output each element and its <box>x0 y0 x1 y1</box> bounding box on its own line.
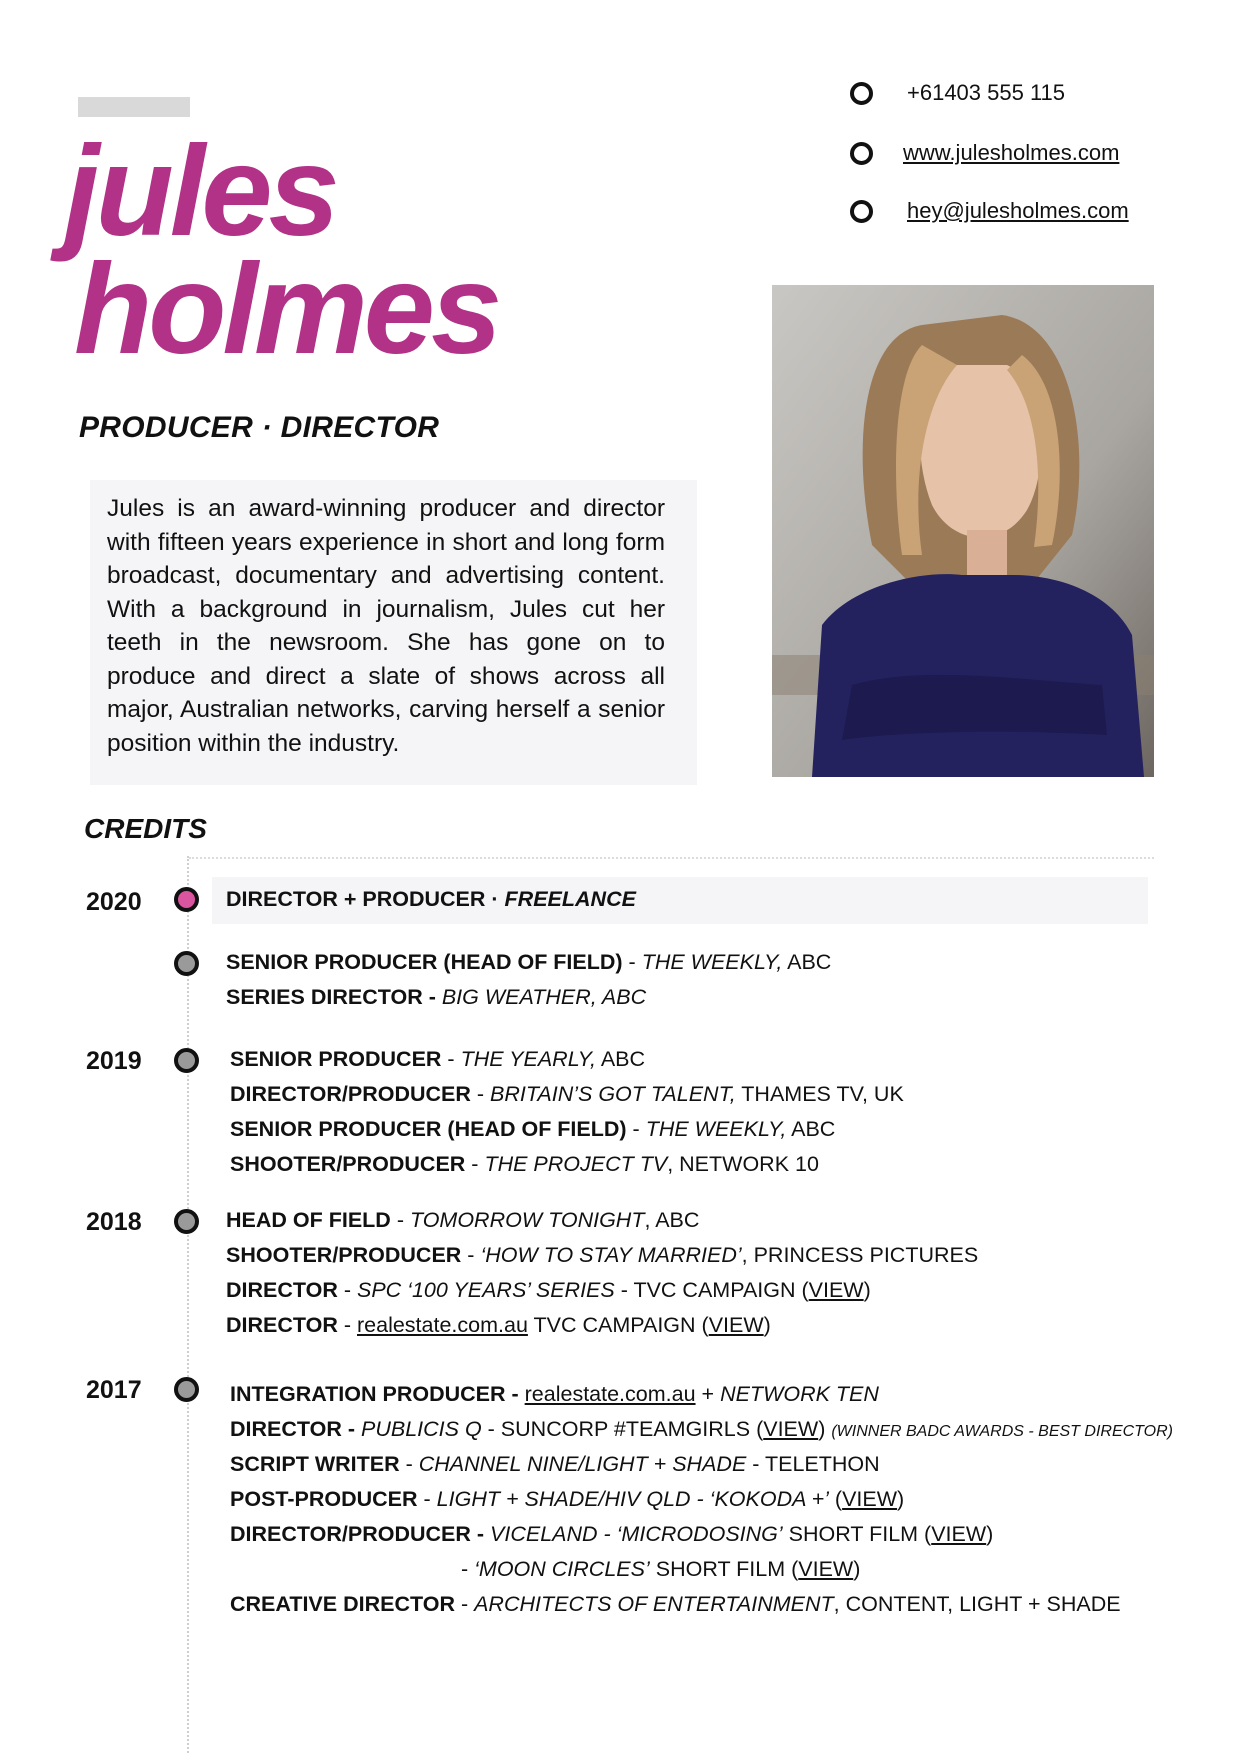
credit-role: DIRECTOR/PRODUCER - <box>230 1522 485 1546</box>
credit-show: LIGHT + SHADE/HIV QLD - ‘KOKODA +’ <box>436 1487 829 1511</box>
timeline-dot-2019 <box>174 1048 199 1073</box>
credit-show: PUBLICIS Q <box>355 1417 482 1441</box>
view-link[interactable]: VIEW <box>931 1522 987 1546</box>
credit-role: DIRECTOR/PRODUCER <box>230 1082 471 1106</box>
website-link[interactable]: www.julesholmes.com <box>903 140 1120 165</box>
year-2017: 2017 <box>86 1376 142 1404</box>
ring-bullet-icon <box>850 82 873 105</box>
credit-show: NETWORK TEN <box>720 1382 879 1406</box>
credit-show: ‘HOW TO STAY MARRIED’ <box>480 1243 742 1267</box>
bio-panel <box>90 480 697 785</box>
credit-role: INTEGRATION PRODUCER - <box>230 1382 519 1406</box>
credit-role: SENIOR PRODUCER (HEAD OF FIELD) <box>226 950 623 974</box>
credit-network: ABC <box>596 1047 646 1071</box>
credit-network: THAMES TV, UK <box>735 1082 904 1106</box>
credit-network: ABC <box>782 950 832 974</box>
credit-sep: - <box>417 1487 437 1511</box>
timeline-line <box>187 856 189 1753</box>
credit-2019-b <box>230 1077 904 1112</box>
role-title: PRODUCER · DIRECTOR <box>79 411 440 444</box>
credit-network: SHORT FILM ( <box>649 1557 799 1581</box>
credit-network: , NETWORK 10 <box>667 1152 819 1176</box>
portrait-photo <box>772 285 1154 777</box>
credit-show: VICELAND - ‘MICRODOSING’ <box>484 1522 783 1546</box>
credit-sep: - <box>441 1047 461 1071</box>
credit-show: ARCHITECTS OF ENTERTAINMENT <box>474 1592 834 1616</box>
credit-role: SHOOTER/PRODUCER <box>230 1152 466 1176</box>
paren-close: ) <box>818 1417 832 1441</box>
paren-close: ) <box>897 1487 905 1511</box>
credit-2017-a <box>230 1377 879 1412</box>
credit-role: SENIOR PRODUCER (HEAD OF FIELD) <box>230 1117 627 1141</box>
credit-show: TOMORROW TONIGHT <box>409 1208 645 1232</box>
view-link[interactable]: VIEW <box>842 1487 898 1511</box>
credit-2019-d <box>230 1147 819 1182</box>
credit-role: SHOOTER/PRODUCER <box>226 1243 462 1267</box>
credit-network: , PRINCESS PICTURES <box>741 1243 979 1267</box>
credit-2019-c <box>230 1112 835 1147</box>
credit-employer: FREELANCE <box>504 887 636 911</box>
realestate-link[interactable]: realestate.com.au <box>357 1313 528 1337</box>
credit-sep: - <box>465 1152 485 1176</box>
credit-2020-a <box>226 882 636 917</box>
credit-role: SCRIPT WRITER <box>230 1452 400 1476</box>
credit-2020-c <box>226 980 646 1015</box>
accent-bar <box>78 97 190 117</box>
phone-text: +61403 555 115 <box>907 80 1066 105</box>
last-name: holmes <box>74 238 499 381</box>
credit-sep: - <box>454 1592 475 1616</box>
credit-network: ( <box>828 1487 843 1511</box>
credit-network: ABC <box>786 1117 836 1141</box>
award-note: (WINNER BADC AWARDS - BEST DIRECTOR) <box>831 1423 1173 1440</box>
credit-2018-c <box>226 1273 871 1308</box>
credit-2017-f <box>461 1552 860 1587</box>
paren-close: ) <box>763 1313 771 1337</box>
timeline-dot-2020 <box>174 887 199 912</box>
ring-bullet-icon <box>850 200 873 223</box>
credit-network: , CONTENT, LIGHT + SHADE <box>833 1592 1121 1616</box>
credit-show: BRITAIN’S GOT TALENT, <box>490 1082 736 1106</box>
credit-network: - TELETHON <box>746 1452 880 1476</box>
credit-network: - SUNCORP #TEAMGIRLS ( <box>481 1417 764 1441</box>
credit-role: HEAD OF FIELD <box>226 1208 391 1232</box>
credit-2017-b <box>230 1412 1173 1449</box>
view-link[interactable]: VIEW <box>708 1313 764 1337</box>
credit-2018-b <box>226 1238 978 1273</box>
credit-network: TVC CAMPAIGN ( <box>527 1313 709 1337</box>
timeline-dot-2020b <box>174 951 199 976</box>
view-link[interactable]: VIEW <box>798 1557 854 1581</box>
credit-sep: - <box>461 1243 481 1267</box>
credit-role: DIRECTOR + PRODUCER <box>226 887 486 911</box>
credit-show: CHANNEL NINE/LIGHT + SHADE <box>418 1452 747 1476</box>
first-name: jules <box>64 120 336 263</box>
credit-sep: + <box>695 1382 721 1406</box>
realestate-link[interactable]: realestate.com.au <box>524 1382 696 1406</box>
credit-2020-b <box>226 945 831 980</box>
credit-network: - TVC CAMPAIGN ( <box>614 1278 809 1302</box>
paren-close: ) <box>853 1557 861 1581</box>
view-link[interactable]: VIEW <box>763 1417 819 1441</box>
credit-sep: - <box>399 1452 419 1476</box>
ring-bullet-icon <box>850 142 873 165</box>
year-2018: 2018 <box>86 1208 142 1236</box>
email-link[interactable]: hey@julesholmes.com <box>907 198 1129 223</box>
credit-role: SENIOR PRODUCER <box>230 1047 442 1071</box>
year-2019: 2019 <box>86 1047 142 1075</box>
credit-role: POST-PRODUCER <box>230 1487 418 1511</box>
credit-network: , ABC <box>644 1208 700 1232</box>
credit-sep: - <box>390 1208 410 1232</box>
credits-heading: CREDITS <box>84 813 207 844</box>
credit-role: DIRECTOR <box>226 1313 338 1337</box>
credit-2017-g <box>230 1587 1121 1622</box>
credit-2018-d <box>226 1308 771 1343</box>
credit-2019-a <box>230 1042 645 1077</box>
view-link[interactable]: VIEW <box>808 1278 864 1302</box>
credit-show: ‘MOON CIRCLES’ <box>474 1557 650 1581</box>
credit-2018-a <box>226 1203 699 1238</box>
credit-sep: - <box>626 1117 646 1141</box>
credit-show: SPC ‘100 YEARS’ SERIES <box>357 1278 615 1302</box>
year-2020: 2020 <box>86 888 142 916</box>
credit-2017-c <box>230 1447 880 1482</box>
credit-network: SHORT FILM ( <box>782 1522 932 1546</box>
credit-show: BIG WEATHER, ABC <box>435 985 647 1009</box>
credit-2017-e <box>230 1517 993 1552</box>
credit-sep: · <box>485 887 505 911</box>
credit-sep: - <box>337 1278 357 1302</box>
credit-show: THE PROJECT TV <box>484 1152 668 1176</box>
credit-sep: - <box>337 1313 357 1337</box>
credit-sep: - <box>470 1082 491 1106</box>
timeline-dot-2017 <box>174 1377 199 1402</box>
credit-role: SERIES DIRECTOR - <box>226 985 436 1009</box>
timeline-dot-2018 <box>174 1209 199 1234</box>
credit-2017-d <box>230 1482 904 1517</box>
bio-text: Jules is an award-winning producer and director with fifteen years experience in short and long form broadcast, documentary and advertising content. With a background in journalism, Jules cut her teeth in the newsroom. She has gone on to produce and direct a slate of shows across all major, Australian networks, carving herself a senior position within the industry. <box>107 495 665 757</box>
paren-close: ) <box>863 1278 871 1302</box>
credit-role: CREATIVE DIRECTOR <box>230 1592 455 1616</box>
credit-sep: - <box>622 950 642 974</box>
credits-divider <box>189 857 1154 859</box>
paren-close: ) <box>986 1522 994 1546</box>
credit-role: DIRECTOR - <box>230 1417 356 1441</box>
credit-sep: - <box>461 1557 475 1581</box>
credit-show: THE YEARLY, <box>460 1047 597 1071</box>
credit-show: THE WEEKLY, <box>641 950 783 974</box>
credit-role: DIRECTOR <box>226 1278 338 1302</box>
credit-show: THE WEEKLY, <box>645 1117 787 1141</box>
